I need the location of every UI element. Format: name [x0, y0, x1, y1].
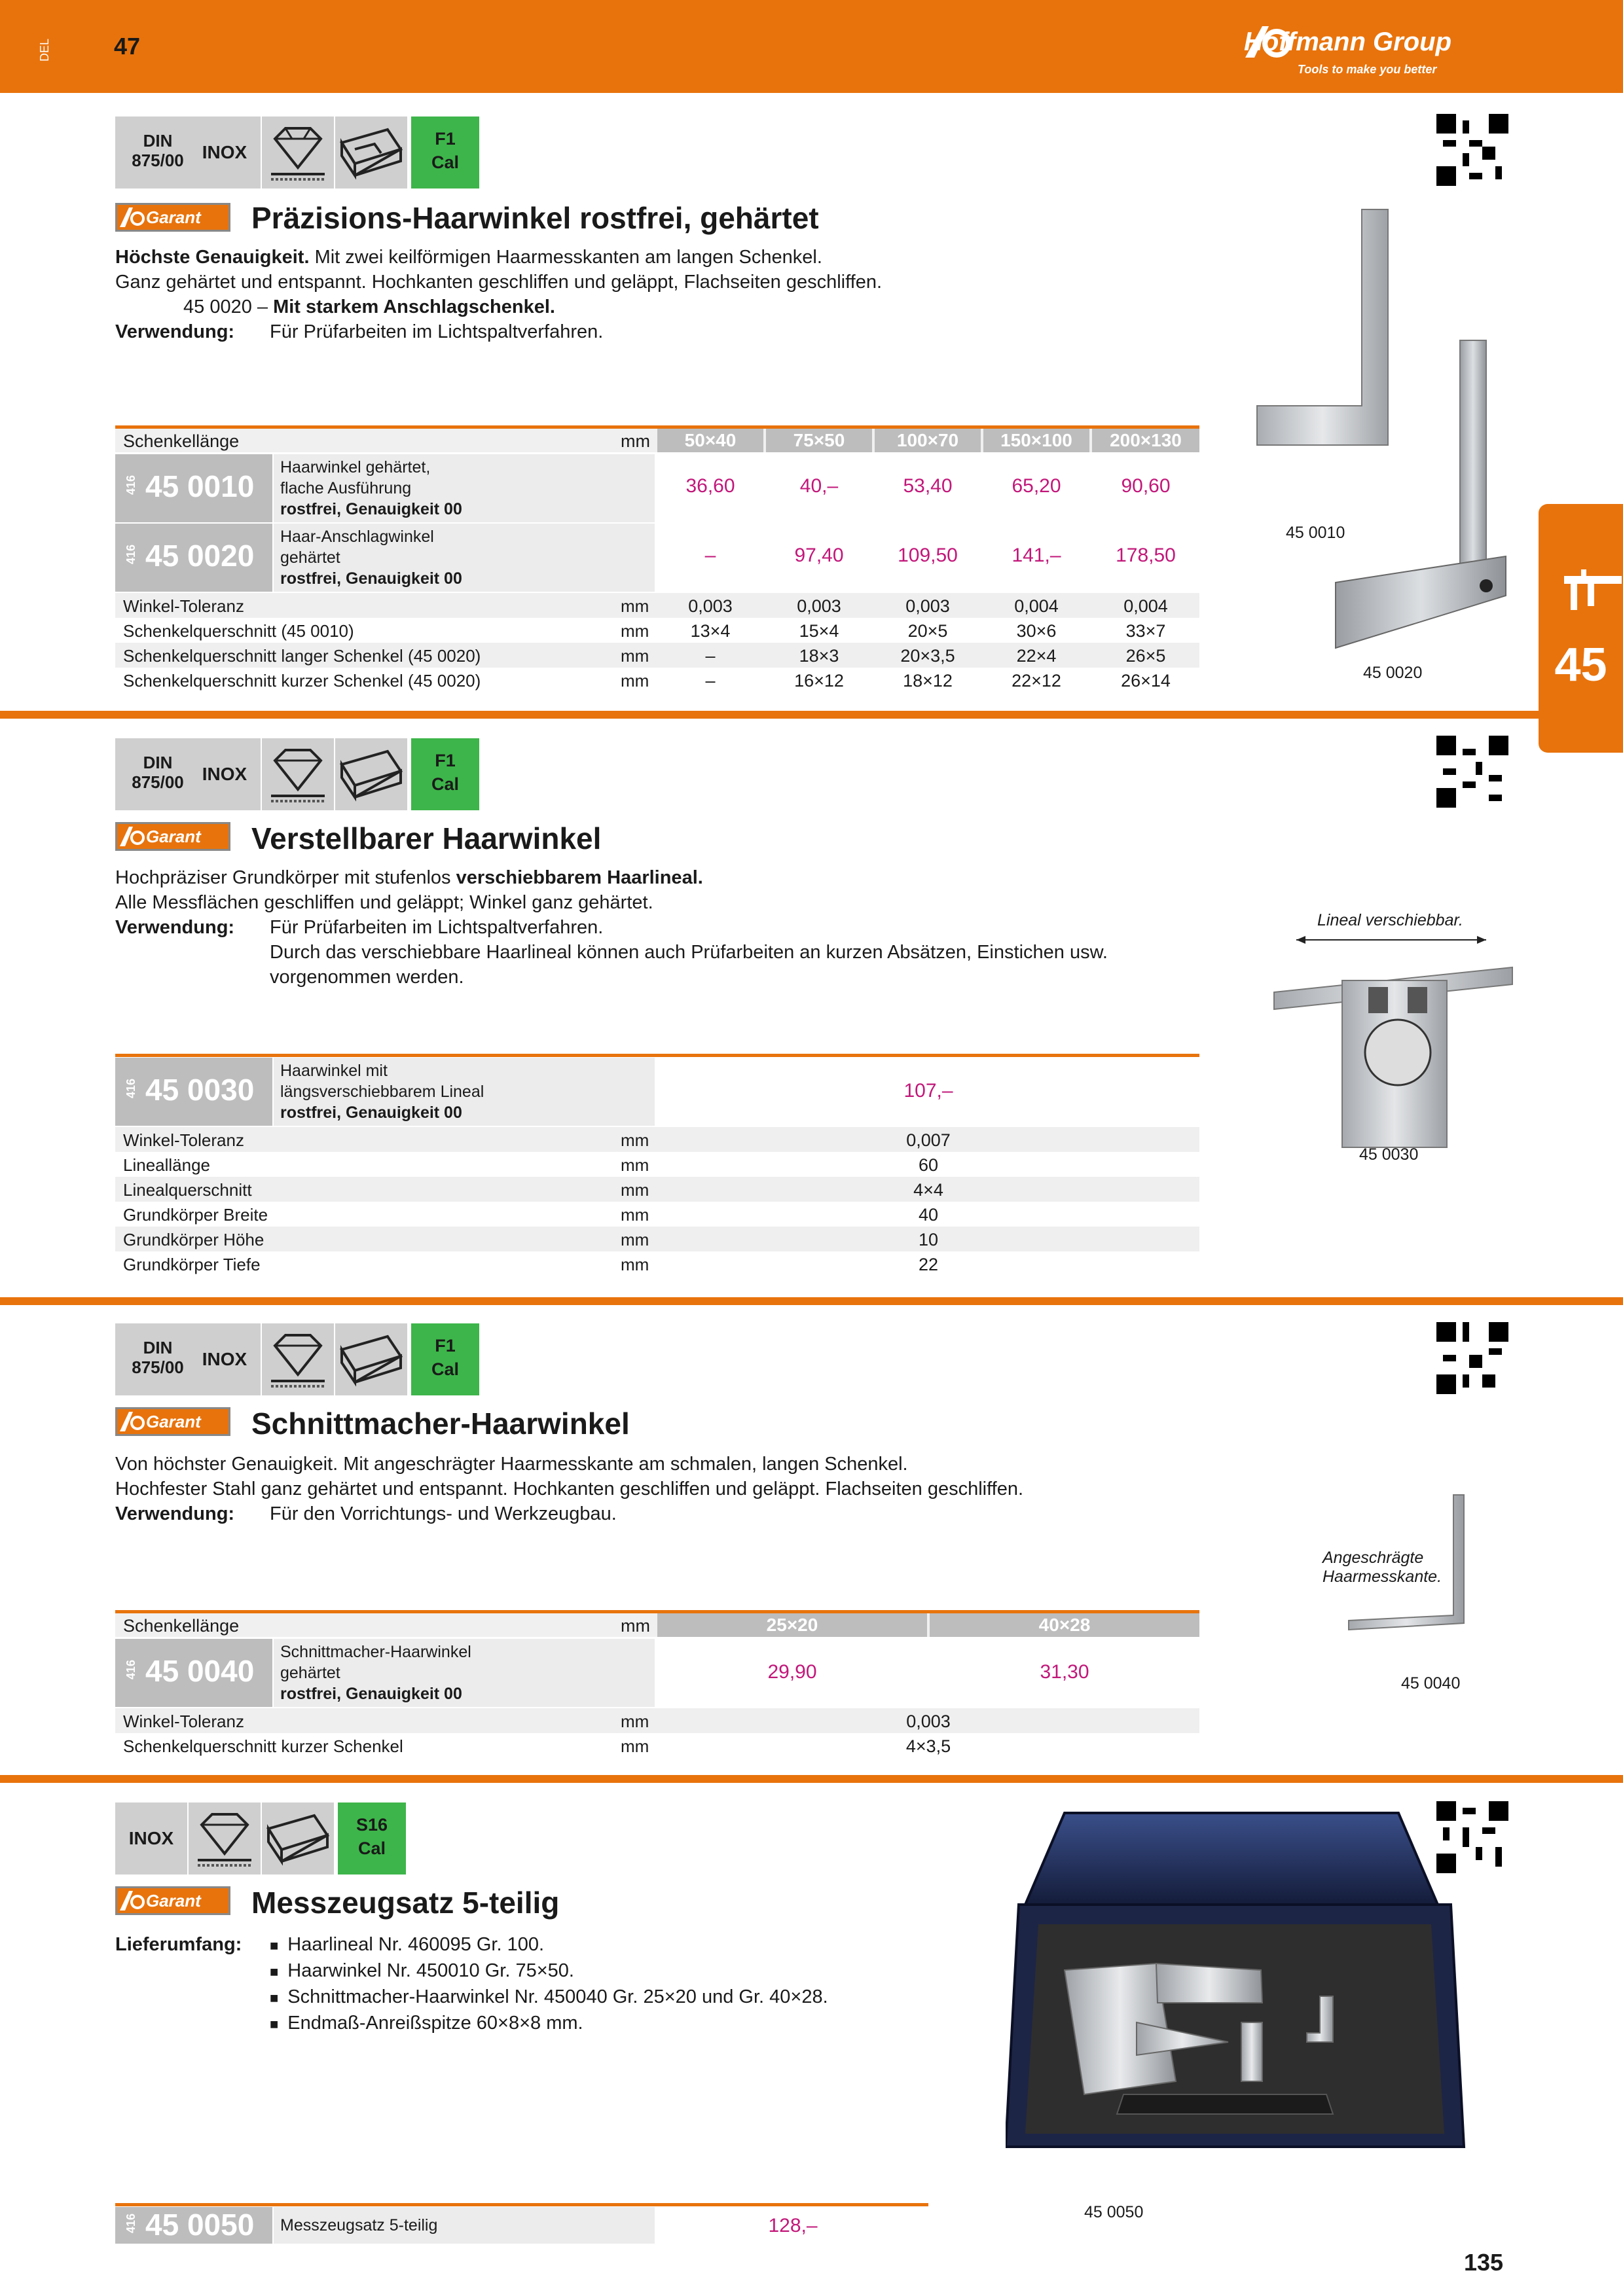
inox-badge: INOX	[189, 1323, 261, 1395]
usage-text: Für Prüfarbeiten im Lichtspaltverfahren.	[270, 917, 604, 938]
case-icon	[335, 117, 407, 188]
calibration-badge	[411, 117, 479, 188]
row-value: 22	[918, 1255, 939, 1274]
table-row	[115, 668, 1199, 692]
price: 31,30	[1040, 1661, 1089, 1683]
unit-label: mm	[621, 671, 649, 691]
section-separator	[0, 1775, 1623, 1783]
hardened-icon	[262, 117, 334, 188]
price: 90,60	[1121, 475, 1171, 497]
row-value: 20×3,5	[900, 646, 955, 666]
table-top-line	[115, 2203, 928, 2206]
row-value: 0,003	[905, 596, 950, 616]
image-note	[1322, 1549, 1442, 1587]
image-note: Lineal verschiebbar.	[1317, 911, 1463, 929]
article-number: 45 0030	[145, 1073, 255, 1107]
row-value: –	[705, 671, 716, 691]
table-top-line	[115, 1054, 1199, 1057]
adjustable-square-image	[1270, 935, 1519, 1151]
table-row	[115, 1202, 1199, 1227]
usage-label: Verwendung:	[115, 917, 235, 938]
qr-code-icon[interactable]	[1436, 114, 1508, 186]
row-label: Schenkelquerschnitt langer Schenkel (45 0020)	[123, 646, 481, 666]
article-number-cell[interactable]	[115, 524, 272, 592]
image-caption: 45 0030	[1359, 1145, 1419, 1164]
article-description	[274, 1639, 655, 1707]
note-line: Haarmesskante.	[1322, 1568, 1442, 1586]
unit-label: mm	[621, 1205, 649, 1225]
table-row	[115, 1251, 1199, 1276]
din-badge: DIN 875/00	[115, 1323, 200, 1395]
cal-class: F1	[435, 129, 456, 149]
article-number: 45 0050	[145, 2208, 255, 2242]
case-icon	[335, 1323, 407, 1395]
cal-label: Cal	[357, 1839, 386, 1858]
table-row	[115, 1227, 1199, 1251]
brand-name: Hoffmann Group	[1244, 27, 1452, 56]
row-value: 10	[918, 1230, 939, 1249]
garant-logo	[115, 1886, 230, 1915]
row-label: Winkel-Toleranz	[123, 1712, 244, 1731]
cal-class: F1	[435, 751, 456, 770]
price: 107,–	[903, 1080, 953, 1102]
desc-line: längsverschiebbarem Lineal	[280, 1083, 484, 1101]
row-label: Grundkörper Breite	[123, 1205, 268, 1225]
row-value: 18×12	[903, 671, 953, 691]
unit-label: mm	[621, 1616, 650, 1636]
desc-line: Haarwinkel gehärtet,	[280, 458, 431, 476]
usage-text: Für den Vorrichtungs- und Werkzeugbau.	[270, 1503, 617, 1524]
image-caption: 45 0010	[1286, 524, 1345, 542]
din-badge: DIN 875/00	[115, 117, 200, 188]
row-label: Grundkörper Tiefe	[123, 1255, 261, 1274]
article-prefix: 416	[124, 2214, 137, 2234]
table-row	[115, 593, 1199, 618]
unit-label: mm	[621, 1130, 649, 1150]
case-icon	[262, 1803, 334, 1874]
article-number-cell[interactable]	[115, 1058, 272, 1126]
page-number: 135	[1464, 2249, 1504, 2276]
table-row	[115, 618, 1199, 643]
row-value: 18×3	[799, 646, 839, 666]
image-caption: 45 0040	[1401, 1674, 1461, 1693]
unit-label: mm	[621, 646, 649, 666]
row-label: Schenkelquerschnitt (45 0010)	[123, 621, 354, 641]
price: 178,50	[1116, 545, 1176, 566]
price: 65,20	[1012, 475, 1061, 497]
article-description: Messzeugsatz 5-teilig	[274, 2207, 655, 2244]
row-value: 0,003	[906, 1712, 951, 1731]
section-separator	[0, 1297, 1623, 1305]
desc-text: Ganz gehärtet und entspannt. Hochkanten geschliffen und geläppt, Flachseiten geschliffen.	[115, 272, 883, 293]
table-row	[115, 1177, 1199, 1202]
desc-text: Von höchster Genauigkeit. Mit angeschrägter Haarmesskante am schmalen, langen Schenkel.	[115, 1454, 908, 1475]
unit-label: mm	[621, 1230, 649, 1249]
desc-line: rostfrei, Genauigkeit 00	[280, 1103, 462, 1122]
list-item: ■ Schnittmacher-Haarwinkel Nr. 450040 Gr. 25×20 und Gr. 40×28.	[270, 1984, 990, 2011]
desc-line: rostfrei, Genauigkeit 00	[280, 500, 462, 518]
product-description	[115, 245, 1097, 344]
chapter-tab	[1539, 504, 1623, 753]
usage-label: Verwendung:	[115, 321, 235, 342]
price: 36,60	[685, 475, 735, 497]
desc-text: Hochfester Stahl ganz gehärtet und entspannt. Hochkanten geschliffen und geläppt. Flachseiten geschliffen.	[115, 1479, 1024, 1499]
desc-highlight: Mit starkem Anschlagschenkel.	[268, 296, 555, 317]
desc-article-ref: 45 0020 –	[183, 296, 268, 317]
price: 97,40	[794, 545, 844, 566]
row-label: Linealquerschnitt	[123, 1180, 252, 1200]
usage-text: Durch das verschiebbare Haarlineal können auch Prüfarbeiten an kurzen Absätzen, Einstichen usw.	[270, 942, 1108, 963]
table-row	[115, 1733, 1199, 1758]
row-value: 26×5	[1125, 646, 1166, 666]
garant-logo	[115, 203, 230, 232]
row-value: 4×3,5	[905, 1736, 951, 1756]
price: 29,90	[767, 1661, 817, 1683]
price: 109,50	[898, 545, 958, 566]
unit-label: mm	[621, 431, 650, 451]
inox-badge: INOX	[189, 738, 261, 810]
size-column-header: 50×40	[657, 429, 763, 452]
row-value: 4×4	[913, 1180, 943, 1200]
garant-logo	[115, 1407, 230, 1436]
row-label: Winkel-Toleranz	[123, 596, 244, 616]
product-title: Messzeugsatz 5-teilig	[251, 1886, 560, 1920]
section-separator	[0, 711, 1539, 719]
cal-label: Cal	[431, 774, 460, 794]
article-number-cell[interactable]	[115, 1639, 272, 1707]
calibration-badge	[411, 1323, 479, 1395]
qr-code-icon[interactable]	[1436, 736, 1508, 808]
article-number-cell[interactable]	[115, 454, 272, 522]
garant-logo-text: Garant	[146, 207, 201, 227]
row-label: Winkel-Toleranz	[123, 1130, 244, 1150]
article-description	[274, 524, 655, 592]
article-description	[274, 1058, 655, 1126]
row-value: 22×4	[1016, 646, 1057, 666]
garant-logo	[115, 822, 230, 851]
size-column-header: 150×100	[983, 429, 1089, 452]
unit-label: mm	[621, 621, 649, 641]
row-value: –	[705, 646, 716, 666]
unit-label: mm	[621, 1155, 649, 1175]
desc-line: rostfrei, Genauigkeit 00	[280, 569, 462, 588]
cal-class: S16	[356, 1815, 388, 1835]
desc-line: gehärtet	[280, 1664, 340, 1682]
usage-text: Für Prüfarbeiten im Lichtspaltverfahren.	[270, 321, 604, 342]
list-item: ■ Haarlineal Nr. 460095 Gr. 100.	[270, 1932, 990, 1958]
size-column-header: 25×20	[657, 1613, 927, 1637]
list-item: ■ Haarwinkel Nr. 450010 Gr. 75×50.	[270, 1958, 990, 1984]
price: –	[704, 545, 716, 566]
row-value: 26×14	[1121, 671, 1171, 691]
hardened-icon	[189, 1803, 261, 1874]
desc-text: Mit zwei keilförmigen Haarmesskanten am langen Schenkel.	[309, 247, 822, 268]
size-column-header: 40×28	[930, 1613, 1199, 1637]
row-value: 0,004	[1123, 596, 1168, 616]
price: 53,40	[903, 475, 953, 497]
article-number: 45 0040	[145, 1654, 255, 1688]
desc-text: Alle Messflächen geschliffen und geläppt; Winkel ganz gehärtet.	[115, 892, 653, 913]
row-value: 16×12	[794, 671, 844, 691]
table-row	[115, 1708, 1199, 1733]
cal-label: Cal	[431, 1359, 460, 1379]
row-label: Schenkelquerschnitt kurzer Schenkel	[123, 1736, 403, 1756]
product-description	[115, 1452, 1228, 1526]
unit-label: mm	[621, 1180, 649, 1200]
hardened-icon	[262, 738, 334, 810]
desc-text: Hochpräziser Grundkörper mit stufenlos	[115, 867, 456, 888]
row-value: 60	[918, 1155, 939, 1175]
usage-text: vorgenommen werden.	[270, 967, 464, 988]
row-label: Grundkörper Höhe	[123, 1230, 264, 1249]
stop-square-image	[1329, 334, 1519, 655]
row-value: 15×4	[799, 621, 839, 641]
calibration-badge	[338, 1803, 406, 1874]
garant-logo-text: Garant	[146, 1891, 201, 1910]
column-header-label: Schenkellänge	[123, 431, 240, 451]
note-line: Angeschrägte	[1322, 1549, 1424, 1567]
catalog-page-number: 47	[114, 33, 141, 60]
article-number: 45 0020	[145, 539, 255, 573]
article-prefix: 416	[124, 1079, 137, 1099]
desc-line: gehärtet	[280, 548, 340, 567]
product-title: Schnittmacher-Haarwinkel	[251, 1407, 630, 1441]
size-column-header: 200×130	[1092, 429, 1199, 452]
chapter-number: 45	[1554, 639, 1607, 691]
row-value: 13×4	[690, 621, 731, 641]
unit-label: mm	[621, 1255, 649, 1274]
scope-label: Lieferumfang:	[115, 1934, 242, 1955]
column-header-label: Schenkellänge	[123, 1616, 240, 1636]
din-badge: DIN 875/00	[115, 738, 200, 810]
row-value: 20×5	[907, 621, 948, 641]
garant-logo-text: Garant	[146, 1412, 201, 1431]
inox-badge: INOX	[189, 117, 261, 188]
product-title: Präzisions-Haarwinkel rostfrei, gehärtet	[251, 201, 819, 235]
desc-line: Schnittmacher-Haarwinkel	[280, 1643, 471, 1661]
row-value: 0,003	[688, 596, 733, 616]
row-value: 33×7	[1125, 621, 1166, 641]
table-row	[115, 1152, 1199, 1177]
unit-label: mm	[621, 1736, 649, 1756]
hardened-icon	[262, 1323, 334, 1395]
size-column-header: 100×70	[875, 429, 981, 452]
row-value: 0,007	[906, 1130, 951, 1150]
cal-label: Cal	[431, 152, 460, 172]
row-value: 30×6	[1016, 621, 1057, 641]
calibration-badge	[411, 738, 479, 810]
article-prefix: 416	[124, 1660, 137, 1680]
language-code: DEL	[38, 38, 51, 62]
product-title: Verstellbarer Haarwinkel	[251, 821, 602, 855]
caliper-icon	[1561, 569, 1623, 615]
row-value: 22×12	[1012, 671, 1061, 691]
row-label: Lineallänge	[123, 1155, 211, 1175]
table-row	[115, 1127, 1199, 1152]
desc-highlight: verschiebbarem Haarlineal.	[456, 867, 703, 888]
list-item: ■ Endmaß-Anreißspitze 60×8×8 mm.	[270, 2011, 990, 2037]
article-prefix: 416	[124, 545, 137, 565]
case-icon	[335, 738, 407, 810]
brand-tagline: Tools to make you better	[1298, 63, 1437, 76]
article-prefix: 416	[124, 475, 137, 495]
measuring-set-case-image	[1006, 1806, 1477, 2186]
unit-label: mm	[621, 596, 649, 616]
price: 128,–	[768, 2215, 818, 2236]
price: 141,–	[1012, 545, 1061, 566]
inox-badge: INOX	[115, 1803, 187, 1874]
image-caption: 45 0020	[1363, 664, 1423, 682]
usage-label: Verwendung:	[115, 1503, 235, 1524]
garant-logo-text: Garant	[146, 827, 201, 846]
desc-highlight: Höchste Genauigkeit.	[115, 247, 310, 268]
row-value: 0,004	[1014, 596, 1059, 616]
row-value: 40	[918, 1205, 939, 1225]
desc-line: flache Ausführung	[280, 479, 412, 497]
row-value: 0,003	[797, 596, 841, 616]
qr-code-icon[interactable]	[1436, 1322, 1508, 1394]
cal-class: F1	[435, 1336, 456, 1355]
article-number-cell[interactable]	[115, 2207, 272, 2244]
desc-line: Haar-Anschlagwinkel	[280, 528, 434, 546]
scope-list	[270, 1932, 990, 2037]
price: 40,–	[799, 475, 839, 497]
article-description	[274, 454, 655, 522]
product-description	[115, 865, 1163, 990]
unit-label: mm	[621, 1712, 649, 1731]
desc-line: Haarwinkel mit	[280, 1062, 388, 1080]
table-row	[115, 643, 1199, 668]
size-column-header: 75×50	[766, 429, 872, 452]
article-number: 45 0010	[145, 469, 255, 503]
row-label: Schenkelquerschnitt kurzer Schenkel (45 0020)	[123, 671, 481, 691]
image-caption: 45 0050	[1084, 2203, 1144, 2221]
desc-line: rostfrei, Genauigkeit 00	[280, 1685, 462, 1703]
